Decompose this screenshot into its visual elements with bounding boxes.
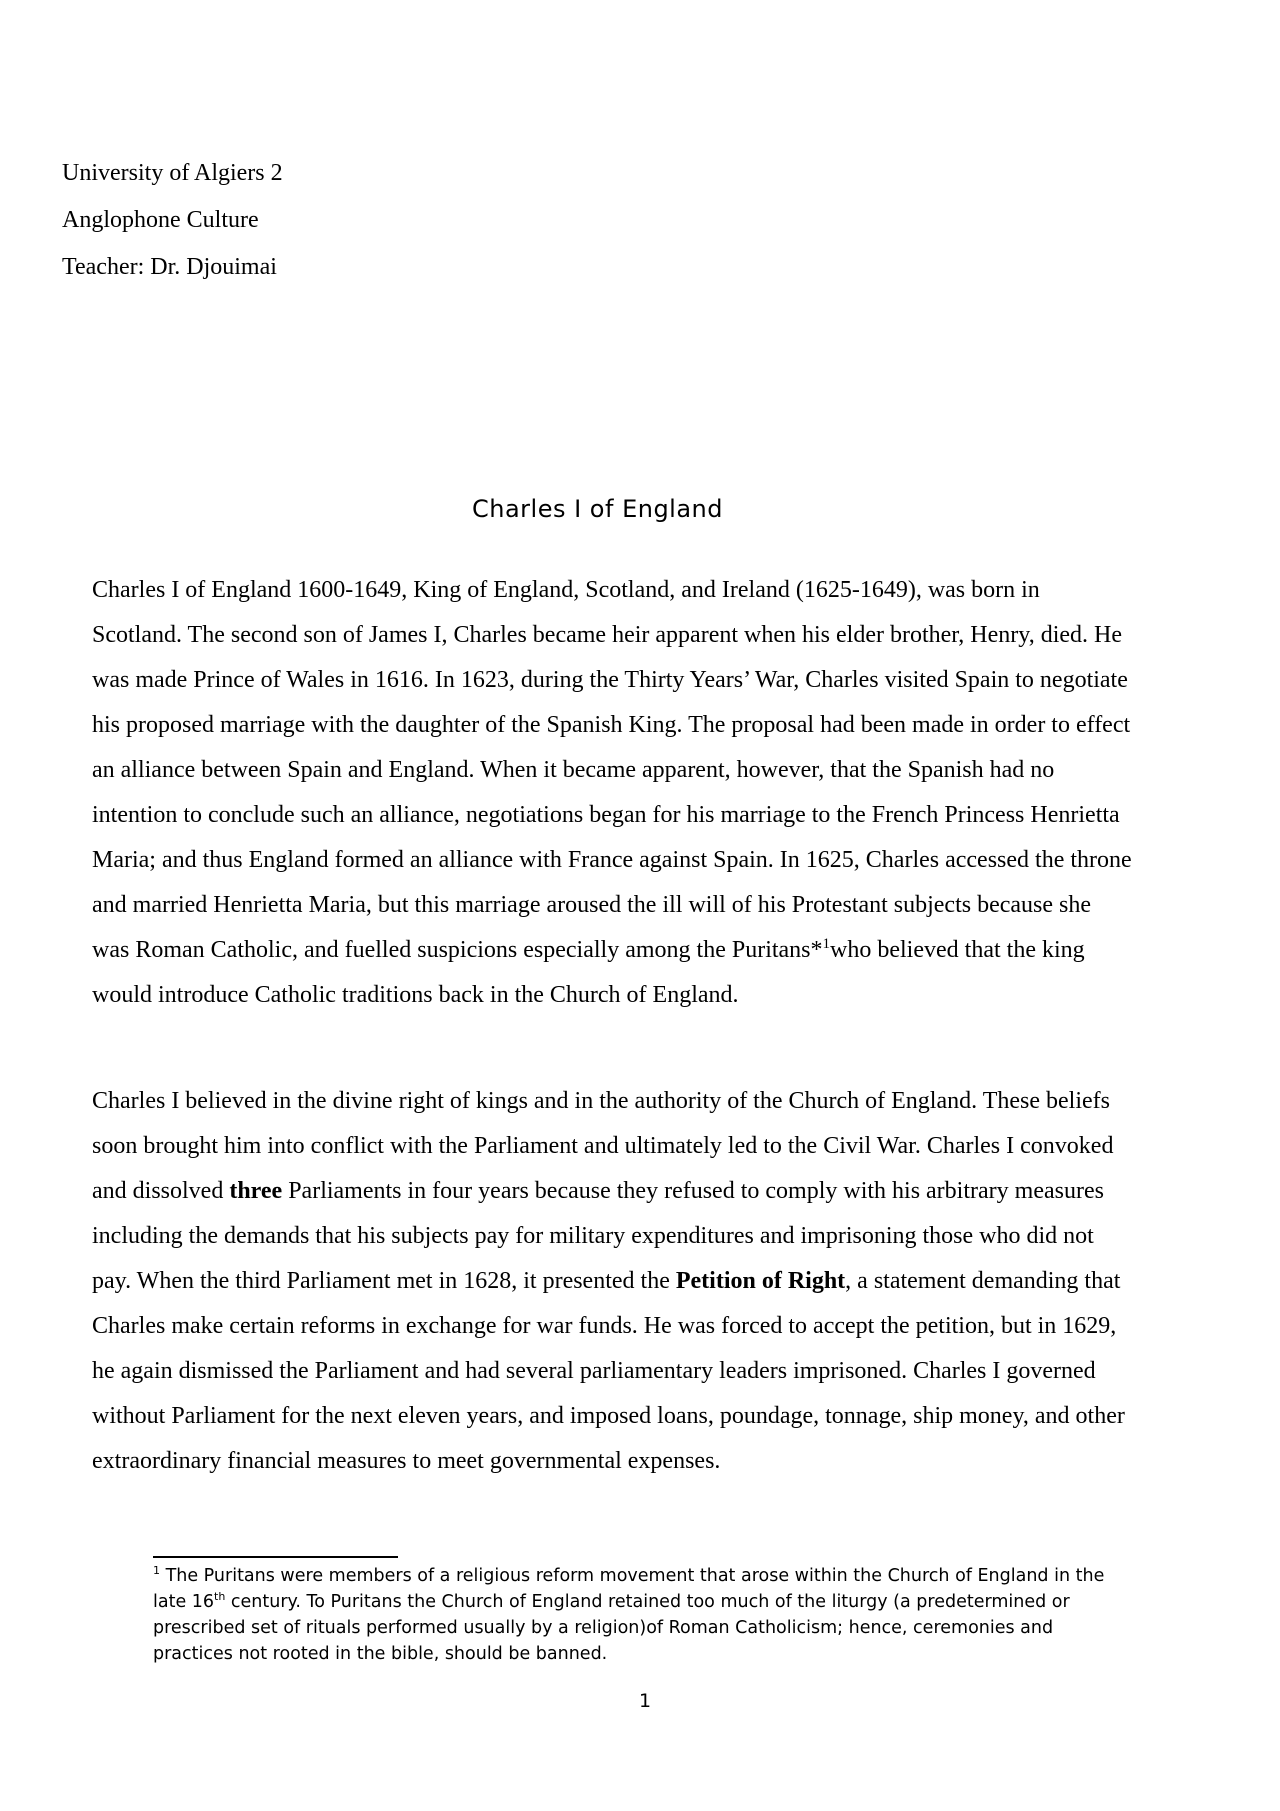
paragraph-2-text-part2: Parliaments in four years because they refused to comply with his arbitrary measures including the demands that his subjects pay for military expenditures and imprisoning those who did not pay. When the third Parliament met in 1628, it presented the <box>92 1178 1104 1294</box>
footnote-reference[interactable]: 1 <box>822 936 831 952</box>
paragraph-2-text-part1: Charles I believed in the divine right of kings and in the authority of the Church of England. These beliefs soon brought him into conflict with the Parliament and ultimately led to the Civil War. Charles I convoked and dissolved <box>92 1088 1114 1204</box>
paragraph-1 <box>92 568 1132 1018</box>
footnote-marker: 1 <box>153 1564 160 1578</box>
document-title: Charles I of England <box>471 495 723 523</box>
footnote-text-continued: century. To Puritans the Church of England retained too much of the liturgy (a predetermined or prescribed set of rituals performed usually by a religion)of Roman Catholicism; hence, ceremonies and practices not rooted in the bible, should be banned. <box>153 1592 1070 1664</box>
paragraph-2-text-part3: , a statement demanding that Charles make certain reforms in exchange for war funds. He was forced to accept the petition, but in 1629, he again dismissed the Parliament and had several parliamentary leaders imprisoned. Charles I governed without Parliament for the next eleven years, and imposed loans, poundage, tonnage, ship money, and other extraordinary financial measures to meet governmental expenses. <box>92 1268 1125 1474</box>
teacher-name: Teacher: Dr. Djouimai <box>62 254 277 280</box>
emphasis-three: three <box>229 1178 283 1204</box>
paragraph-1-text-continued: who believed that the king would introduce Catholic traditions back in the Church of England. <box>92 937 1085 1008</box>
footnote-1 <box>153 1563 1123 1667</box>
footnote-text: The Puritans were members of a religious reform movement that arose within the Church of England in the late 16 <box>153 1566 1105 1612</box>
footnote-separator <box>153 1556 398 1558</box>
emphasis-petition-of-right: Petition of Right <box>675 1268 846 1294</box>
page-number: 1 <box>638 1690 652 1712</box>
paragraph-2 <box>92 1079 1132 1484</box>
university-name: University of Algiers 2 <box>62 160 283 186</box>
document-header <box>62 150 283 291</box>
paragraph-1-text: Charles I of England 1600-1649, King of England, Scotland, and Ireland (1625-1649), was born in Scotland. The second son of James I, Charles became heir apparent when his elder brother, Henry, died. He was made Prince of Wales in 1616. In 1623, during the Thirty Years’ War, Charles visited Spain to negotiate his proposed marriage with the daughter of the Spanish King. The proposal had been made in order to effect an alliance between Spain and England. When it became apparent, however, that the Spanish had no intention to conclude such an alliance, negotiations began for his marriage to the French Princess Henrietta Maria; and thus England formed an alliance with France against Spain. In 1625, Charles accessed the throne and married Henrietta Maria, but this marriage aroused the ill will of his Protestant subjects because she was Roman Catholic, and fuelled suspicions especially among the Puritans* <box>92 577 1132 963</box>
course-name: Anglophone Culture <box>62 207 259 233</box>
footnote-ordinal-suffix: th <box>214 1590 226 1604</box>
